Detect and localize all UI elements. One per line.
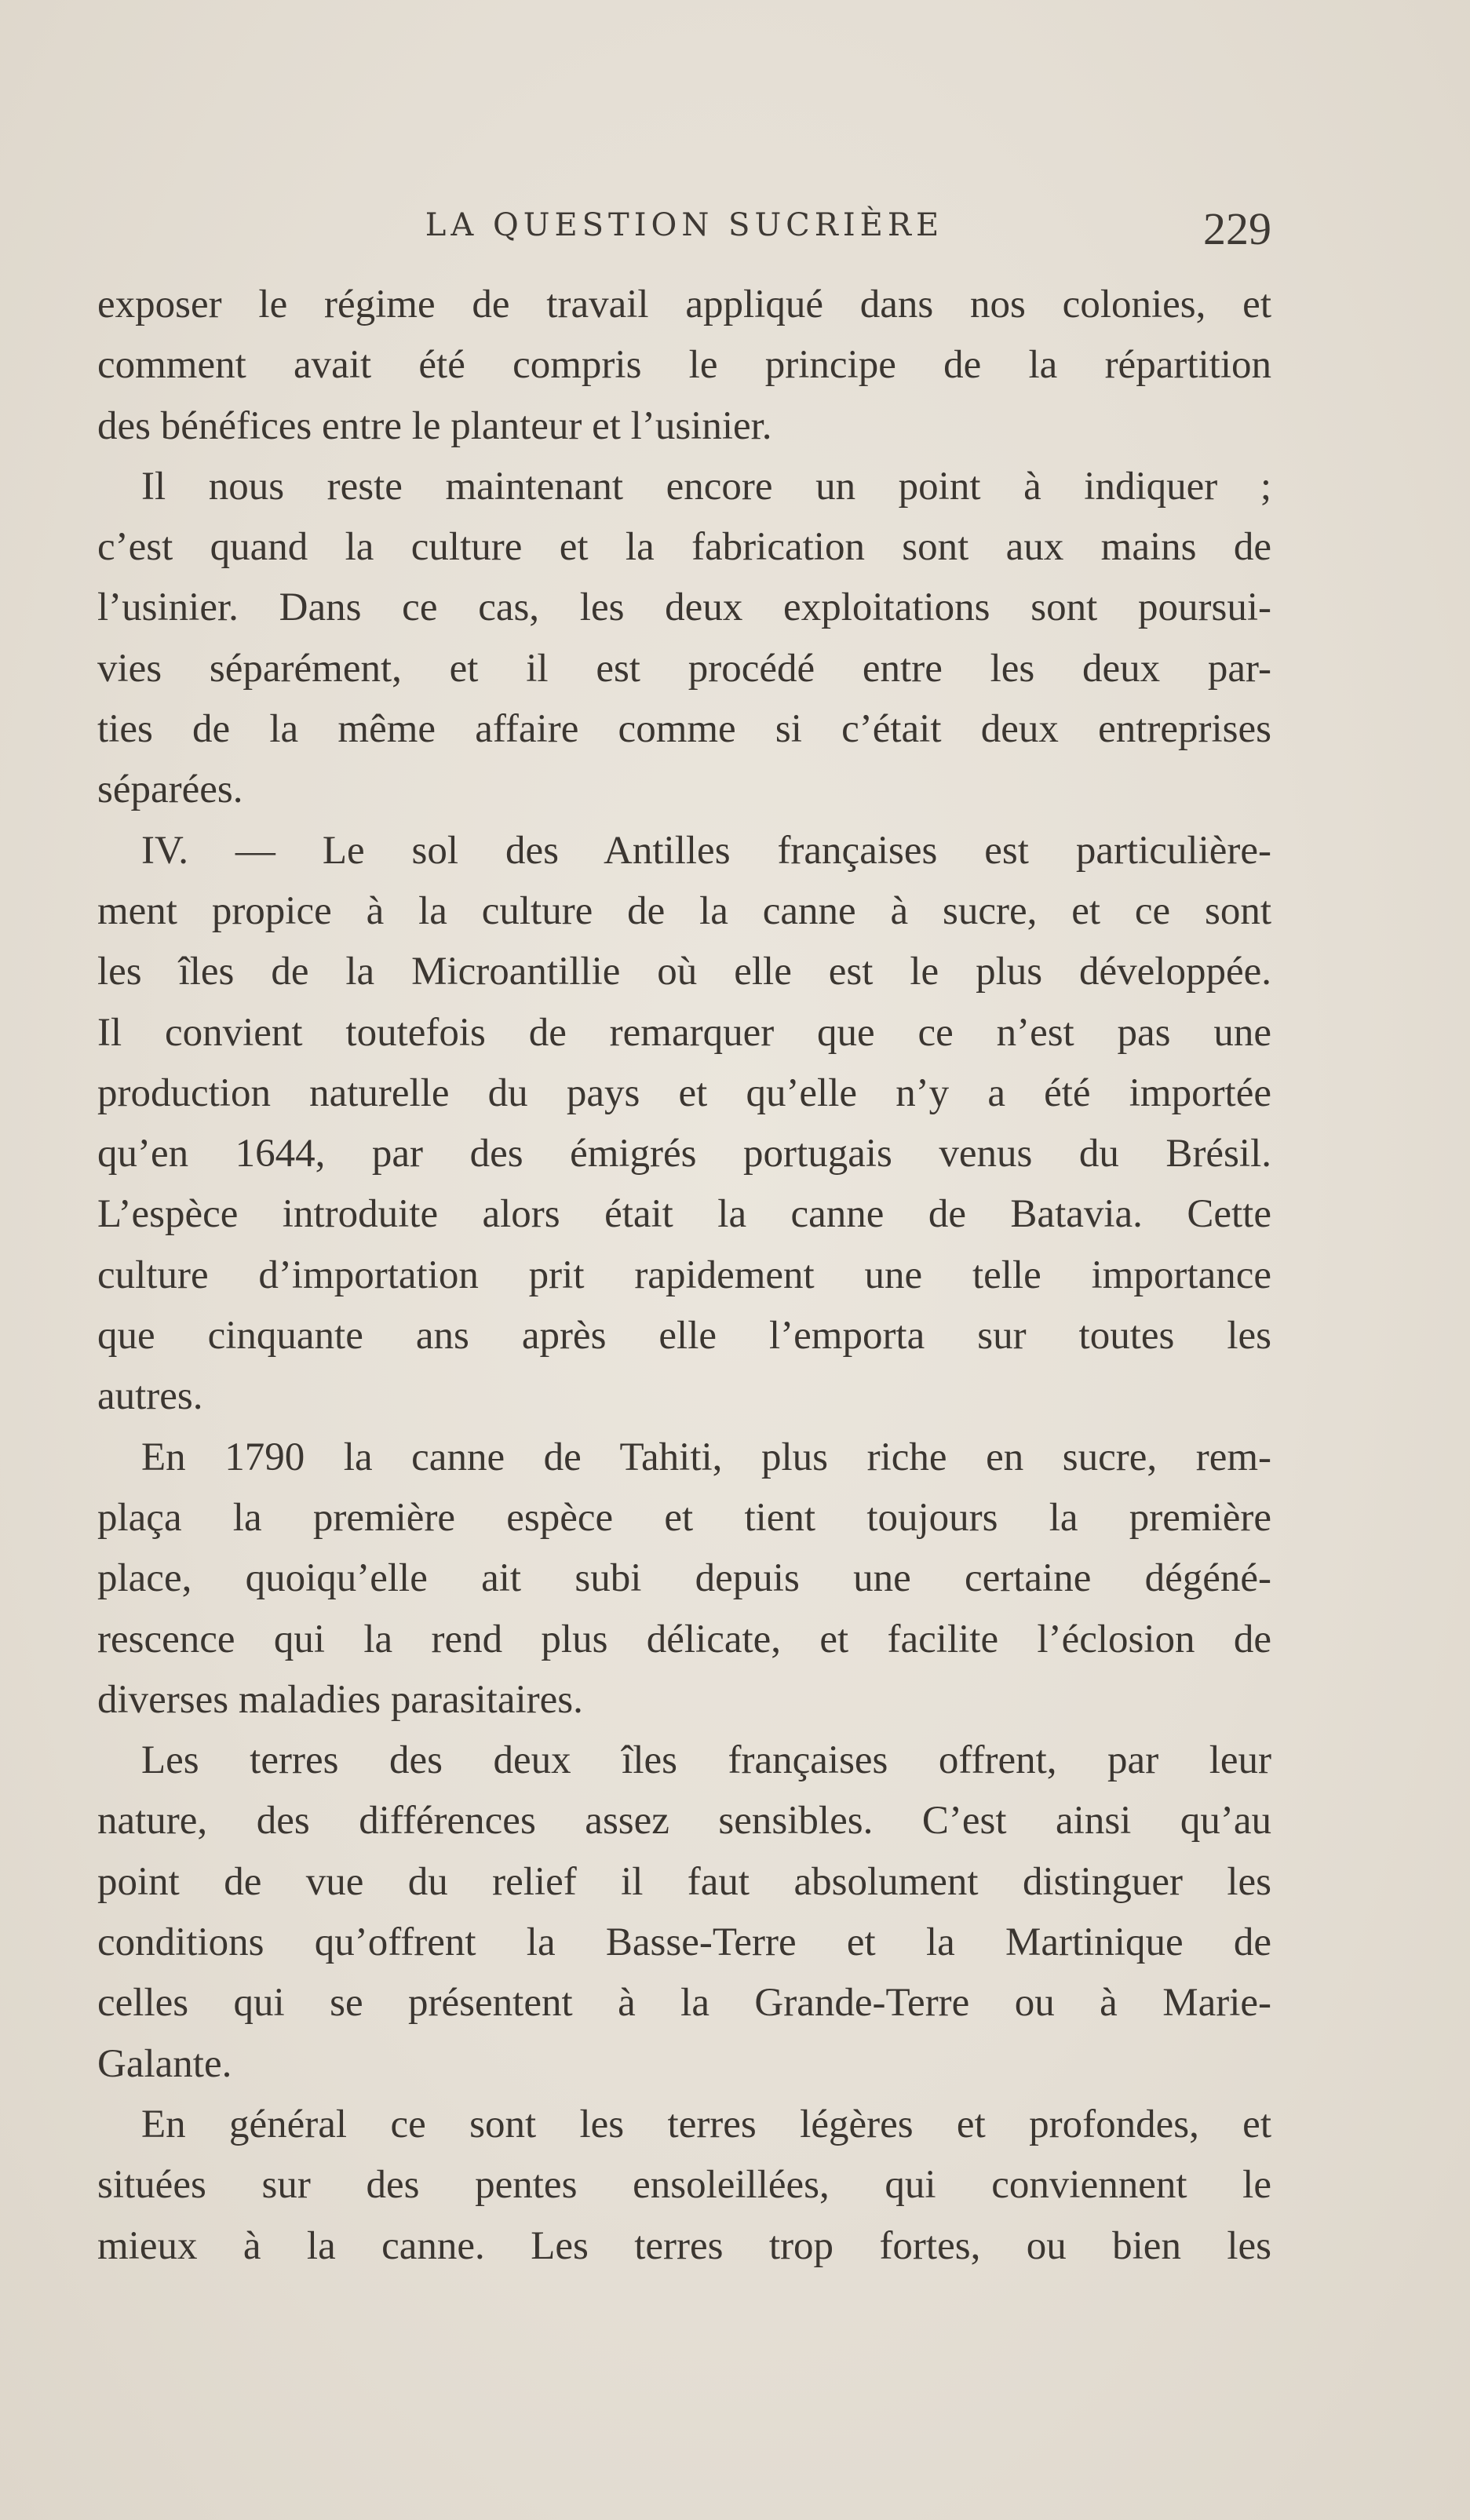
text-line: ment propice à la culture de la canne à sucre, et ce sont (97, 888, 1271, 933)
text-line: IV. — Le sol des Antilles françaises est particulière- (141, 828, 1271, 873)
text-line: situées sur des pentes ensoleillées, qui conviennent le (97, 2163, 1271, 2208)
text-line: séparées. (97, 768, 243, 812)
text-line: exposer le régime de travail appliqué dans nos colonies, et (97, 283, 1271, 326)
text-line: ties de la même affaire comme si c’était deux entreprises (97, 707, 1271, 752)
text-line: autres. (97, 1374, 203, 1419)
text-line: En général ce sont les terres légères et profondes, et (141, 2102, 1271, 2146)
text-line: comment avait été compris le principe de la répartition (97, 343, 1271, 388)
text-line: point de vue du relief il faut absolument distinguer les (97, 1859, 1271, 1904)
text-line: Il convient toutefois de remarquer que ce n’est pas une (97, 1010, 1271, 1055)
text-line: les îles de la Microantillie où elle est le plus développée. (97, 950, 1271, 994)
text-line: l’usinier. Dans ce cas, les deux exploitations sont poursui- (97, 585, 1271, 630)
text-line: En 1790 la canne de Tahiti, plus riche en sucre, rem- (141, 1435, 1271, 1479)
text-line: mieux à la canne. Les terres trop fortes, ou bien les (97, 2223, 1271, 2268)
body-text (97, 275, 1271, 2277)
text-line: nature, des différences assez sensibles. C’est ainsi qu’au (97, 1799, 1271, 1844)
text-line: Galante. (97, 2041, 232, 2086)
text-line: vies séparément, et il est procédé entre les deux par- (97, 646, 1271, 691)
text-line: Les terres des deux îles françaises offrent, par leur (141, 1738, 1271, 1783)
text-line: place, quoiqu’elle ait subi depuis une certaine dégéné- (97, 1556, 1271, 1601)
text-line: diverses maladies parasitaires. (97, 1677, 583, 1722)
text-line: production naturelle du pays et qu’elle n’y a été importée (97, 1070, 1271, 1115)
text-line: que cinquante ans après elle l’emporta sur toutes les (97, 1314, 1271, 1358)
running-head: LA QUESTION SUCRIÈRE (425, 207, 944, 243)
text-line: c’est quand la culture et la fabrication sont aux mains de (97, 525, 1271, 570)
text-line: qu’en 1644, par des émigrés portugais venus du Brésil. (97, 1132, 1271, 1176)
text-line: rescence qui la rend plus délicate, et facilite l’éclosion de (97, 1617, 1271, 1661)
page-header (97, 202, 1271, 257)
text-line: Il nous reste maintenant encore un point à indiquer ; (141, 464, 1271, 509)
text-line: L’espèce introduite alors était la canne de Batavia. Cette (97, 1192, 1271, 1237)
page-number: 229 (1203, 203, 1271, 254)
text-line: plaça la première espèce et tient toujours la première (97, 1495, 1271, 1540)
text-line: des bénéfices entre le planteur et l’usinier. (97, 403, 772, 448)
text-line: celles qui se présentent à la Grande-Terre ou à Marie- (97, 1981, 1271, 2026)
text-line: conditions qu’offrent la Basse-Terre et la Martinique de (97, 1920, 1271, 1965)
text-line: culture d’importation prit rapidement une telle importance (97, 1253, 1271, 1297)
